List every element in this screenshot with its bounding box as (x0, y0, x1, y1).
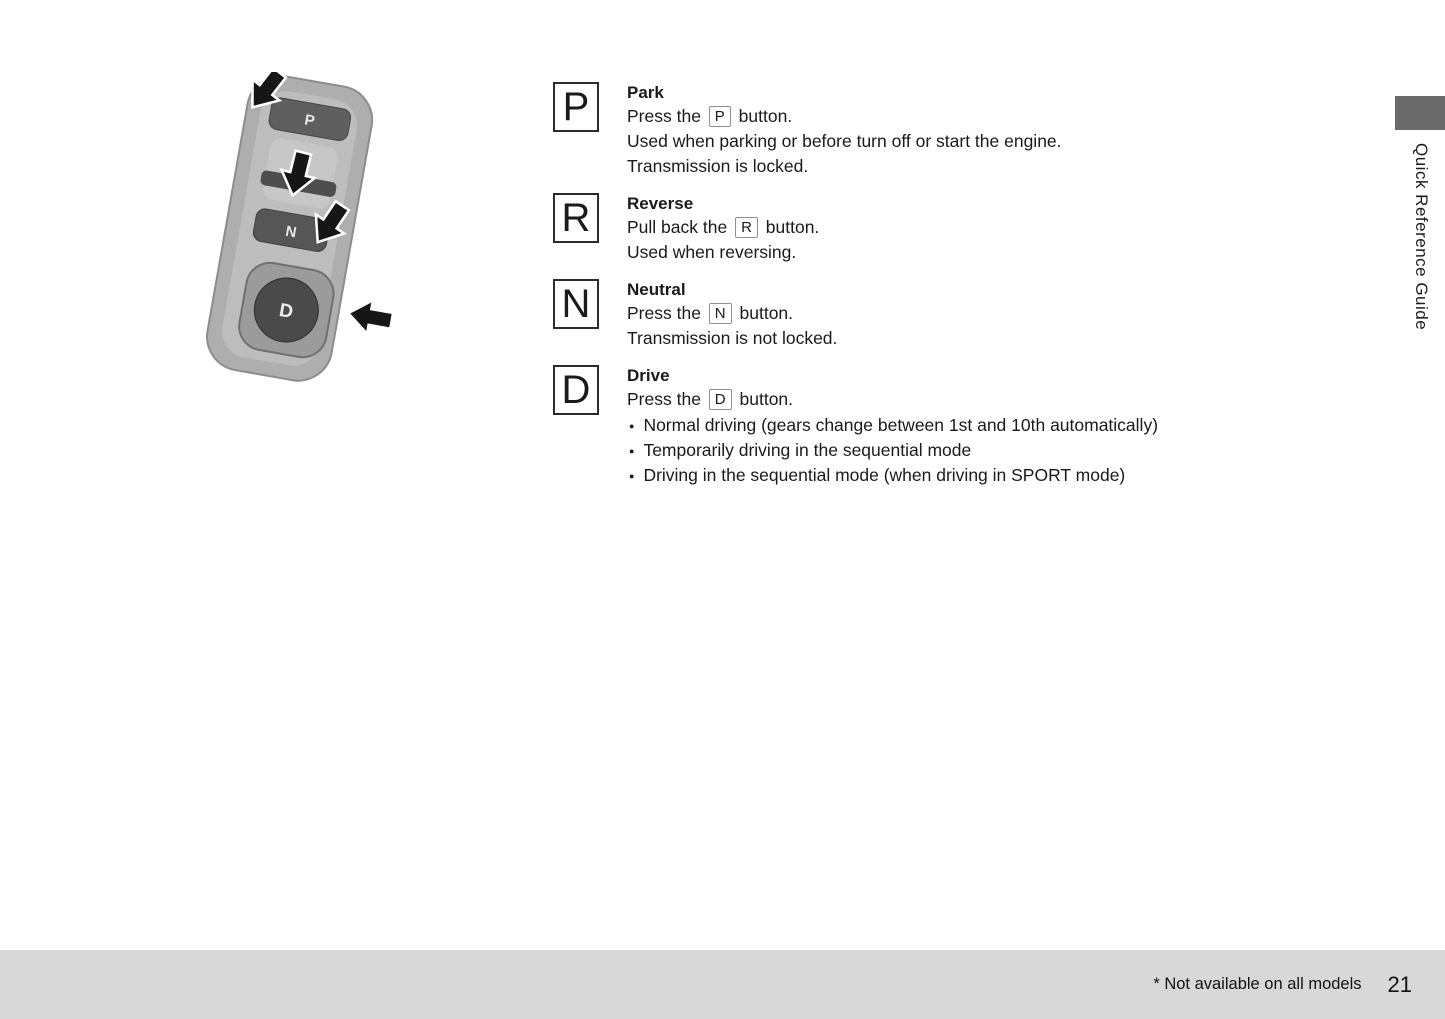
section-desc: Used when parking or before turn off or start the engine. (627, 131, 1062, 151)
section-title: Park (627, 83, 664, 102)
page-footer (0, 950, 1445, 1019)
chapter-tab (1395, 96, 1445, 130)
inline-key-p: P (709, 106, 731, 127)
action-post: button. (733, 106, 793, 126)
section-title: Drive (627, 366, 670, 385)
section-title: Neutral (627, 280, 686, 299)
gear-indicator-drive: D (553, 365, 599, 415)
action-pre: Pull back the (627, 217, 733, 237)
neutral-button-label: N (284, 222, 298, 242)
section-drive (553, 365, 1323, 488)
action-post: button. (734, 303, 794, 323)
section-desc: Transmission is not locked. (627, 328, 838, 348)
gear-indicator-neutral: N (553, 279, 599, 329)
gear-selector-illustration (168, 72, 428, 402)
footer-note: * Not available on all models (1153, 975, 1362, 993)
action-post: button. (760, 217, 820, 237)
section-action-line (627, 387, 1158, 412)
drive-bullet-list (627, 413, 1158, 488)
drive-button-label: D (277, 299, 295, 324)
section-action-line (627, 301, 837, 326)
section-desc: Used when reversing. (627, 242, 797, 262)
gear-indicator-reverse: R (553, 193, 599, 243)
drive-bullet: ● Temporarily driving in the sequential mode (627, 438, 1158, 463)
inline-key-r: R (735, 217, 758, 238)
action-pre: Press the (627, 389, 706, 409)
inline-key-n: N (709, 303, 732, 324)
drive-bullet: ● Normal driving (gears change between 1st and 10th automatically) (627, 413, 1158, 438)
action-pre: Press the (627, 303, 706, 323)
section-drive-text (627, 365, 1158, 488)
section-park (553, 82, 1323, 179)
park-button-label: P (303, 111, 316, 130)
action-pre: Press the (627, 106, 706, 126)
gear-indicator-park: P (553, 82, 599, 132)
section-title: Reverse (627, 194, 694, 213)
section-neutral (553, 279, 1323, 351)
gear-sections (553, 82, 1323, 502)
chapter-label: Quick Reference Guide (1412, 143, 1431, 331)
page-number: 21 (1387, 971, 1412, 997)
section-park-text (627, 82, 1062, 179)
section-reverse (553, 193, 1323, 265)
inline-key-d: D (709, 389, 732, 410)
section-action-line (627, 104, 1062, 129)
section-reverse-text (627, 193, 819, 265)
section-action-line (627, 215, 819, 240)
section-neutral-text (627, 279, 837, 351)
section-desc: Transmission is locked. (627, 156, 809, 176)
drive-bullet: ● Driving in the sequential mode (when driving in SPORT mode) (627, 463, 1158, 488)
press-drive-arrow-icon (345, 296, 394, 337)
gear-selector-diagram (168, 72, 428, 402)
action-post: button. (734, 389, 794, 409)
